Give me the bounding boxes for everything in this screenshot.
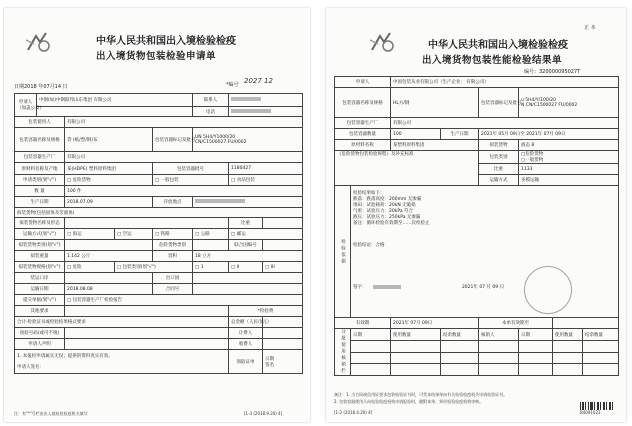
raw-material-value: 某(HDPE) 塑料原料集团 (65, 163, 153, 175)
result-raw-value: 某塑料原料集团 (391, 140, 479, 151)
tracking-header-7: 结余数量 (583, 329, 619, 341)
application-date: 日期2018 年07月14 日 (14, 84, 68, 90)
ciq-emblem-icon (24, 30, 54, 54)
left-form-code: [1-3 (2018.9.20) 4] (244, 411, 283, 416)
contact-label: 联系人 (193, 94, 229, 107)
redacted-contact (231, 97, 261, 101)
original-mark: 正 本 (584, 25, 596, 31)
used-label: 本单有效期至 (479, 318, 553, 329)
hazard-no-label: 联合国编号 (229, 240, 263, 251)
cargo-name-label: 拟装货物名称及形态 (15, 218, 65, 229)
result-line-4: 气密：试验压力：20kPa 符合 (353, 209, 414, 214)
serial-handwritten: 2027 12 (244, 77, 273, 85)
result-transport-value: 多模运输 (519, 175, 619, 186)
collect-row-sign: 签名 (265, 362, 275, 368)
result-raw-label: 原材料名称 (335, 140, 391, 151)
density-label: 比重 (229, 218, 263, 229)
transport-option-post: □ 邮运 (229, 229, 303, 240)
result-line-5: 液压：试验压力：250kPa 无渗漏 (353, 215, 421, 220)
tracking-header-6: 使用数量 (553, 329, 583, 341)
transport-option-air: □ 空运 (115, 229, 153, 240)
pkg-code-line-1: UN 5H4/Y1000/20 (195, 134, 236, 140)
apply-option-dangerous: □ 危险货物 (65, 175, 153, 186)
cargo-name-value (65, 218, 229, 229)
quantity-label: 数 量 (15, 186, 65, 197)
result-form-page (326, 8, 626, 422)
application-form-page (4, 8, 310, 422)
result-density-value: 1133 (519, 164, 619, 175)
certs-label: 合计·检验证书或检验结果格式要求 (15, 317, 229, 328)
redacted-storage (195, 199, 245, 203)
application-table (14, 93, 303, 374)
result-line-6: 备注：循环检验有效期至……次检验止 (353, 221, 430, 226)
form-title-line1: 中华人民共和国出入境检验检疫 (96, 36, 236, 47)
conclusion-label: 检验结论 (353, 243, 371, 248)
conclusion-value: 合格 (375, 243, 385, 248)
result-pkg-mark-label: 包装容器标记及批号 (479, 88, 519, 118)
weight-value: 1.142 公斤 (65, 251, 153, 262)
pkg-code-line-2: CN/C1500027 FU/0002 (195, 139, 247, 145)
docs-label: 提交单据(划"√") (15, 295, 65, 306)
valid-label: 有效期 (335, 318, 391, 329)
form-title-line2: 出入境货物包装检验申请单 (96, 51, 217, 62)
contract-label: 合同号 (153, 284, 193, 295)
result-applicant-label: 申请人 (335, 77, 391, 88)
contract-value (193, 284, 303, 295)
result-qty-label: 包装容器数量 (335, 129, 391, 140)
fee-row-collector: 收费人 (229, 339, 263, 350)
result-maker-label: 包装容器生产厂 (335, 118, 391, 129)
tracking-header-2: 使用数量 (391, 329, 441, 341)
serial-label: *编号 (226, 82, 239, 88)
danger-cat-label: 拟装货物类别(划"√") (15, 240, 65, 251)
result-prod-date-value: 2021年 05月 09日至 2021年 07月 09日 (479, 129, 619, 140)
weight-label: 拟装重量 (15, 251, 65, 262)
self-label: 预验号码(或可不填) (15, 328, 65, 339)
quantity-value: 100 件 (65, 186, 303, 197)
promise-text: 1. 本报检申请属实无误；提供的资料真实有效。 (17, 354, 113, 359)
check-section-label: 检验依据 (335, 186, 351, 318)
barcode-icon (580, 402, 614, 410)
danger-class-label: 危险货物类别 (153, 240, 193, 251)
inspector-label: 签字： (353, 285, 367, 290)
right-form-code: [1-2 (2018.4.20) 4] (334, 410, 373, 415)
pkg-name-value: 袋 (纸/塑/钢)布 (65, 128, 153, 152)
tracking-header-4: 核销人 (479, 329, 519, 341)
result-prod-date-label: 生产日期 (441, 129, 479, 140)
check-basis-text: 《危险货物包装检验规程》及补充标准 (335, 151, 479, 186)
result-cargo-value: 液态 8 (519, 140, 619, 151)
phone-label: 电话 (193, 107, 229, 117)
production-date-value: 2018.07.09 (65, 197, 153, 208)
result-qty-value: 100 (391, 129, 441, 140)
official-seal-icon (524, 266, 572, 314)
tracking-header-5: 日期 (519, 329, 553, 341)
docs-value: □ 包装容器生产厂检验报告 (65, 295, 303, 306)
promise-label: 申请人声明 (15, 339, 65, 350)
note-2: 2. 包装容器使用人向检验检疫机构申请报检时，随附本单，须经检验检疫机构审核。 (334, 399, 484, 404)
seal-date: 2021年 07 月 09 日 (461, 285, 505, 290)
fee-row-amount: 总金额（人民币元） (229, 317, 263, 328)
pkg-code-label: 包装容器标记及批号 (153, 128, 193, 152)
note-1: 备注：1. 当合同或信用证要求包装检验证书时，可凭本结果单向有关检验检疫机关申请检验证书。 (334, 392, 508, 397)
port-value (65, 273, 153, 284)
result-line-3: 堆码：试验载荷：20kN 无破损 (353, 203, 416, 208)
cargo-type-general: □一般货物 (521, 158, 544, 163)
result-serial: 编号：320000095027T (524, 69, 581, 75)
raw-material-label: 原材料名称及产地 (15, 163, 65, 175)
transport-label: 运输方式(划"√") (15, 229, 65, 240)
result-pkg-mark-line-1: u 5H4/Y/100/20 (521, 97, 557, 103)
applicant-sign-label: 申请人签名： (17, 365, 44, 370)
result-cargo-type-label: 包装类别 (479, 151, 519, 164)
result-maker-value: 有限公司 (391, 118, 619, 129)
apply-option-food: □ 食品包装 (229, 175, 303, 186)
spec-option-class: □ 包装类别(划"√") (115, 262, 193, 273)
applicant-value: 中钢(如)中钢联邦山东集团 有限公司 (37, 94, 193, 107)
valid-value: 2021年 07月 09日 (391, 318, 479, 329)
applicant-sub-label: （加盖公章） (17, 106, 44, 111)
fee-row-calculator: 计费人 (229, 328, 263, 339)
transport-option-rail: □ 铁路 (153, 229, 193, 240)
volume-label: 容积 (153, 251, 193, 262)
result-table: 申请人 中国包装从业有限公司（生产企业： 有限公司） 包装容器名称及规格 HL方/钢 包装容器标记及批号 u 5H4/Y/100/20 N CN/C1500027 FU/0002 包装容器生产厂 有限公司 包装容器数量 100 生产日期 2021年 05月 09日至 2021年 07月 09日 原材料名称 某塑料原料集团 拟装货物 液态 8 《危险货物包装检验规程》及补充标准 包装类别 □危险货物 □一般货物 比重 1133 运输方式 多模运输 检验依据 检验结果如下： 跌落：跌落高度：200mm 无渗漏 堆码：试验载荷：20kN 无破损 气密：试验压力：20kPa 符合 液压：试验压力：250kPa 无渗漏 备注：循环检验有效期至……次检验止 检验结论：合格 签字： 2021年 07 月 09 日 有效期 2021年 07月 09日 本单有效期至 分批使用核销栏 日期 使用数量 结余数量 核销人 日期 使用数量 结余数量 (334, 76, 619, 376)
export-value (193, 273, 303, 284)
storage-label: 存放地点 (153, 197, 193, 208)
result-applicant-value: 中国包装从业有限公司（生产企业： 有限公司） (391, 77, 619, 88)
cargo-type-dangerous: □危险货物 (521, 152, 544, 157)
transport-option-sea: □ 海运 (65, 229, 115, 240)
result-density-label: 比重 (479, 164, 519, 175)
maker-value: 有限公司 (65, 152, 303, 163)
collect-row-date: 日期 (265, 356, 275, 362)
port-label: 装运口岸 (15, 273, 65, 284)
pkg-user-label: 包装使用人 (15, 117, 65, 128)
applicant-label: 申请人 (18, 100, 33, 105)
spec-option-3: □ III (263, 262, 303, 273)
volume-value: 18 立方 (193, 251, 303, 262)
tracking-header-3: 结余数量 (441, 329, 479, 341)
transport-option-road: □ 公路 (193, 229, 229, 240)
result-title-line1: 中华人民共和国出入境检验检疫 (428, 40, 568, 51)
cargo-spec-label: 拟装货物规格(划"√") (15, 262, 65, 273)
ciq-emblem-icon (368, 30, 398, 54)
collect-label: 领取证单 (229, 350, 263, 374)
spec-option-2: □ II (229, 262, 263, 273)
maker-label: 包装容器生产厂 (15, 152, 65, 163)
production-date-label: 生产日期 (15, 197, 65, 208)
barcode-number: B4091023 (580, 410, 601, 415)
redacted-inspector (373, 285, 401, 289)
ship-date-label: 运输日期 (15, 284, 65, 295)
batch-value: 1180427 (229, 163, 303, 175)
fee-label: *检验费 (229, 306, 303, 317)
result-line-1: 检验结果如下： (353, 191, 385, 196)
spec-option-danger: □ 危险 (65, 262, 115, 273)
pkg-user-value: 有限公司 (65, 117, 303, 128)
footnote: 注：有"*"号栏由出入境检验检疫机关填写 (14, 411, 88, 416)
tracking-label: 分批使用核销栏 (335, 329, 351, 376)
apply-option-general: □ 一般包装 (153, 175, 229, 186)
ship-date-value: 2018.08.08 (65, 284, 153, 295)
remarks-label: 其他要求 (15, 306, 65, 317)
tracking-header-1: 日期 (351, 329, 391, 341)
apply-type-label: 申请类别(划"√") (15, 175, 65, 186)
spec-option-1: □ 1 (193, 262, 229, 273)
pkg-name-label: 包装容器名称及规格 (15, 128, 65, 152)
export-label: 出口国 (153, 273, 193, 284)
result-pkg-mark-line-2: N CN/C1500027 FU/0002 (521, 102, 578, 108)
result-pkg-name-label: 包装容器名称及规格 (335, 88, 391, 118)
cargo-section-label: 拟装货物(包括固体及非液体) (15, 208, 303, 218)
result-pkg-name-value: HL方/钢 (391, 88, 479, 118)
result-title-line2: 出入境货物包装性能检验结果单 (422, 55, 563, 66)
redacted-phone (231, 109, 271, 113)
result-cargo-label: 拟装货物 (479, 140, 519, 151)
batch-label: 包装容器批号 (153, 163, 229, 175)
result-transport-label: 运输方式 (479, 175, 519, 186)
result-line-2: 跌落：跌落高度：200mm 无渗漏 (353, 197, 422, 202)
